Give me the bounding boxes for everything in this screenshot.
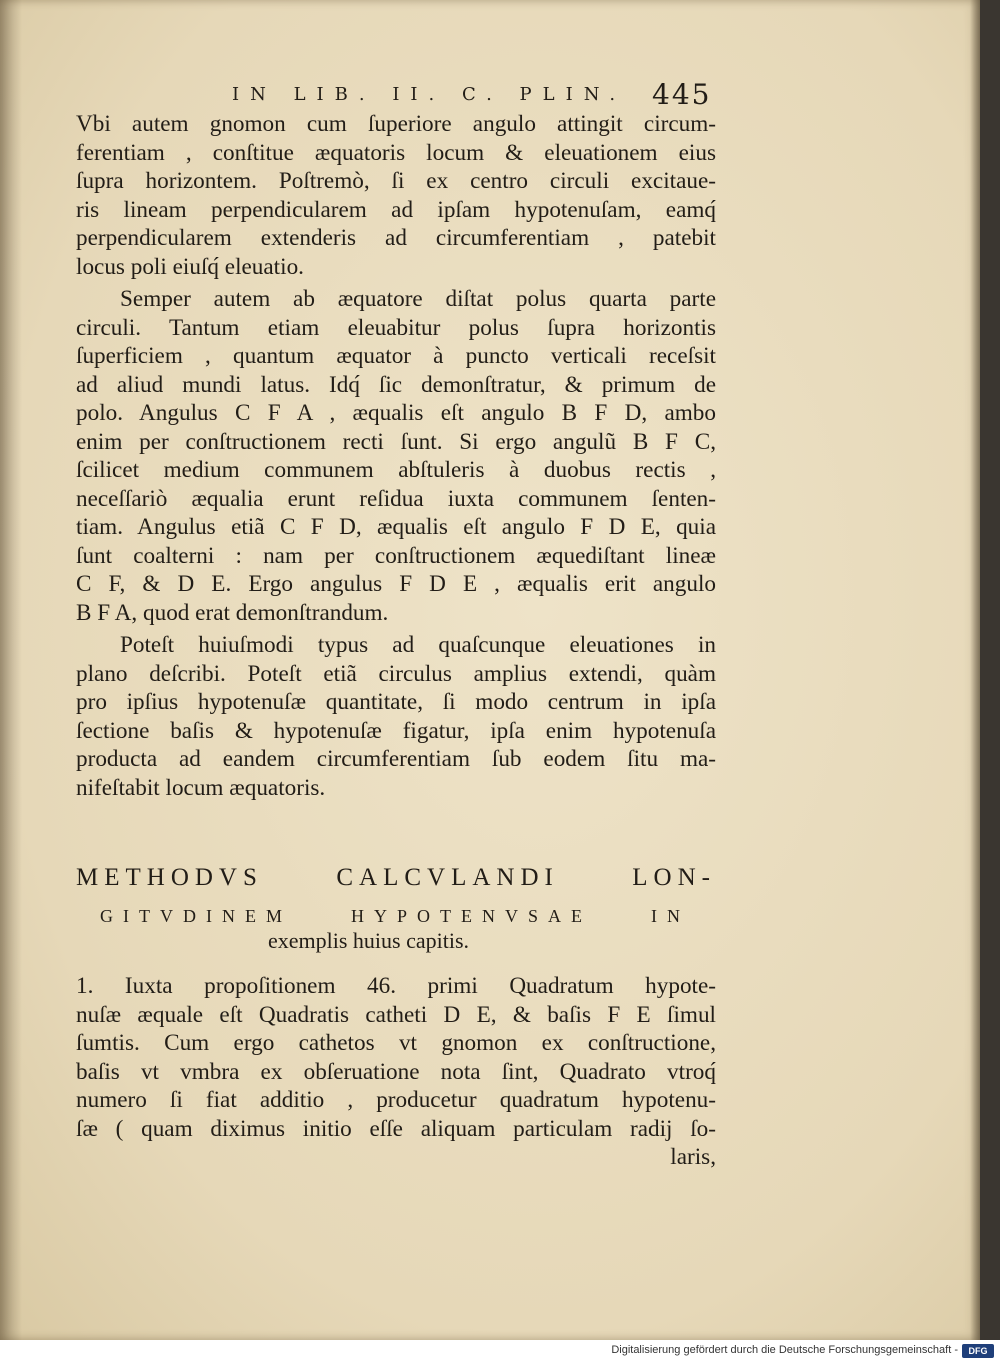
text-line: numero ſi fiat additio , producetur quadratum hypotenu- — [76, 1087, 716, 1113]
text-line: C F, & D E. Ergo angulus F D E , æqualis erit angulo — [76, 571, 716, 597]
paragraph-1 — [76, 110, 716, 281]
text-line: nifeſtabit locum æquatoris. — [76, 774, 326, 801]
section-heading-line-3: exemplis huius capitis. — [268, 928, 470, 953]
text-line: neceſſariò æqualia erunt reſidua iuxta communem ſenten- — [76, 485, 716, 512]
text-line: plano deſcribi. Poteſt etiã circulus amplius extendi, quàm — [76, 660, 716, 687]
paragraph-2 — [76, 285, 716, 627]
text-line: ſumtis. Cum ergo cathetos vt gnomon ex conſtructione, — [76, 1030, 716, 1056]
dfg-logo-icon[interactable]: DFG — [962, 1344, 994, 1358]
running-head: IN LIB. II. C. PLIN. — [232, 84, 627, 105]
text-line: Vbi autem gnomon cum ſuperiore angulo attingit circum- — [76, 111, 716, 137]
text-line: enim per conſtructionem recti ſunt. Si ergo angulũ B F C, — [76, 428, 716, 455]
text-line: producta ad eandem circumferentiam ſub eodem ſitu ma- — [76, 746, 716, 772]
section-heading-line-2: GITVDINEM HYPOTENVSAE IN — [100, 906, 690, 926]
catchword: laris, — [670, 1144, 716, 1170]
text-line: ſuperficiem , quantum æquator à puncto verticali receſsit — [76, 343, 716, 369]
text-line: B F A, quod erat demonſtrandum. — [76, 599, 389, 626]
footer-bar — [0, 1340, 1000, 1362]
text-line: baſis vt vmbra ex obſeruatione nota ſint, Quadrato vtroq́ — [76, 1058, 716, 1085]
spine-shadow — [0, 0, 22, 1340]
paragraph-4 — [76, 972, 716, 1172]
text-line: ſectione baſis & hypotenuſæ figatur, ipſa enim hypotenuſa — [76, 717, 716, 744]
text-line: locus poli eiuſq́ eleuatio. — [76, 253, 304, 280]
text-line: Poteſt huiuſmodi typus ad quaſcunque eleuationes in — [120, 632, 716, 658]
text-line: ſcilicet medium communem abſtuleris à duobus rectis , — [76, 457, 716, 483]
text-line: tiam. Angulus etiã C F D, æqualis eſt angulo F D E, quia — [76, 514, 716, 540]
text-line: ſæ ( quam diximus initio eſſe aliquam particulam radij ſo- — [76, 1115, 716, 1142]
text-line: ſunt coalterni : nam per conſtructionem æquediſtant lineæ — [76, 542, 716, 569]
text-line: pro ipſius hypotenuſæ quantitate, ſi modo centrum in ipſa — [76, 689, 716, 715]
page-number: 445 — [652, 78, 712, 111]
text-line: ris lineam perpendicularem ad ipſam hypotenuſam, eamq́ — [76, 196, 716, 223]
text-line: ſupra horizontem. Poſtremò, ſi ex centro circuli excitaue- — [76, 168, 716, 194]
text-line: ad aliud mundi latus. Idq́ ſic demonſtratur, & primum de — [76, 371, 716, 398]
page-edge-shadow — [970, 0, 980, 1340]
body-text — [76, 110, 716, 802]
text-line: ferentiam , conſtitue æquatoris locum & eleuationem eius — [76, 139, 716, 166]
text-line: Semper autem ab æquatore diſtat polus quarta parte — [120, 286, 716, 312]
funding-credit: Digitalisierung gefördert durch die Deutsche Forschungsgemeinschaft - — [611, 1344, 958, 1356]
body-text-2 — [76, 972, 716, 1172]
section-heading: METHODVS CALCVLANDI LON- — [76, 864, 716, 891]
text-line: circuli. Tantum etiam eleuabitur polus ſupra horizontis — [76, 314, 716, 341]
text-line: 1. Iuxta propoſitionem 46. primi Quadratum hypote- — [76, 973, 716, 999]
paragraph-3 — [76, 631, 716, 802]
text-line: perpendicularem extenderis ad circumferentiam , patebit — [76, 225, 716, 251]
text-line: nuſæ æquale eſt Quadratis catheti D E, & baſis F E ſimul — [76, 1001, 716, 1028]
text-line: polo. Angulus C F A , æqualis eſt angulo B F D, ambo — [76, 400, 716, 426]
